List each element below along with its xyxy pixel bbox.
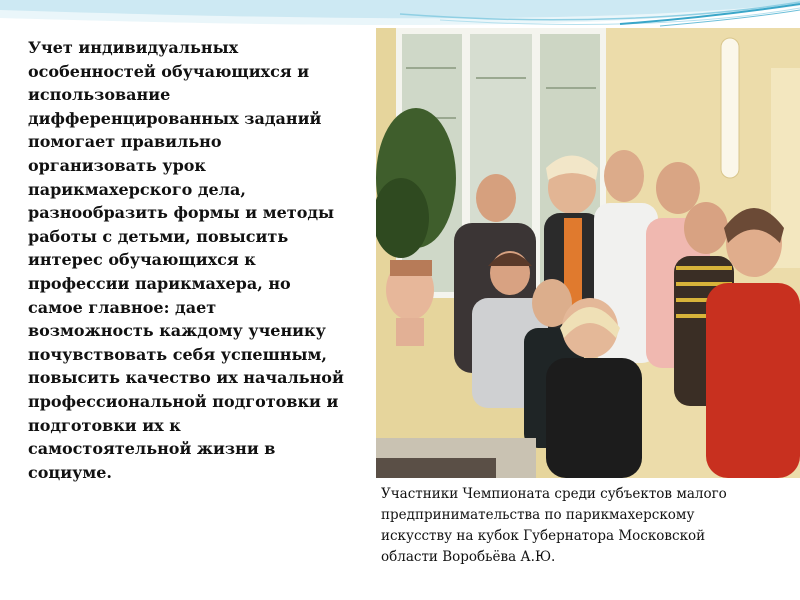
group-photo (376, 28, 800, 478)
photo-caption: Участники Чемпионата среди субъектов малого предпринимательства по парикмахерскому искусству на кубок Губернатора Московской области Воробьёва А.Ю. (381, 486, 727, 565)
main-text: Учет индивидуальных особенностей обучающихся и использование дифференцированных заданий помогает правильно организовать урок парикмахерского дела, разнообразить формы и методы работы с детьми, повысить интерес обучающихся к профессии парикмахера, но самое главное: дает возможность каждому ученику почувствовать себя успешным, повысить качество их начальной профессиональной подготовки и подготовки их к самостоятельной жизни в социуме. (28, 38, 344, 482)
